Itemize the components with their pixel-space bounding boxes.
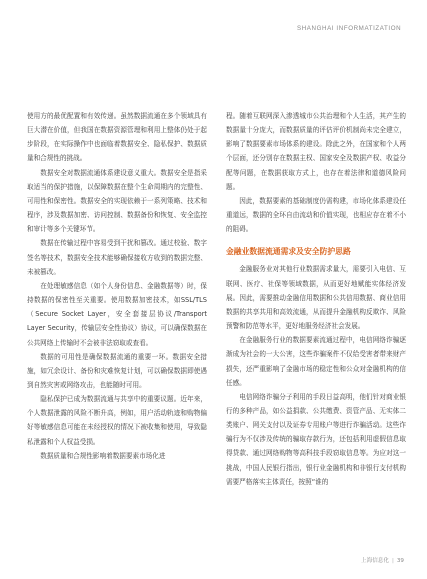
page-footer [361, 556, 404, 564]
body-paragraph: 电信网络诈骗分子利用的手段日益高明，他们针对商业银行的多种产品，如公益捐款、公共缴费、资管产品、无实体二类账户、网关支付以及证券专用账户等进行诈骗活动。这些诈骗行为不仅涉及传统的骗取存款行为，还包括利用虚假信息取得贷款、通过网络购物等高科技手段窃取信息等。为应对这一挑战，中国人民银行指出，银行业金融机构和非银行支付机构需要严格落实主体责任，按照“谁的 [226, 392, 406, 486]
masthead: SHANGHAI INFORMATIZATION [297, 25, 402, 32]
body-paragraph: 因此，数据要素的基础制度仍需构建，市场化体系建设任重道远，数据的全环自由流动和价值实现，也相应存在着不小的阻碍。 [226, 196, 406, 234]
body-paragraph: 数据的可用性是确保数据流通的重要一环。数据安全措施，如冗余设计、备份和灾难恢复计划，可以确保数据即使遇到自然灾害或网络攻击，也能随时可用。 [27, 352, 207, 389]
section-heading: 金融业数据流通需求及安全防护思路 [226, 247, 351, 257]
body-paragraph: 在处理敏感信息（如个人身份信息、金融数据等）时，保持数据的保密性至关重要。使用数据加密技术，如SSL/TLS（Secure Socket Layer，安全套接层协议/Transport Layer Security，传输层安全性协议）协议，可以确保数据在公共网络上传输时不会被非法窃取或查看。 [27, 281, 207, 347]
body-paragraph: 数据质量和合规性影响着数据要素市场化进 [40, 451, 166, 460]
footer-separator: | [391, 558, 394, 564]
right-column [226, 109, 406, 489]
body-paragraph: 在金融服务行业的数据要素流通过程中，电信网络诈骗逐渐成为社会的一大公害，这些诈骗案件不仅给受害者带来财产损失，还严重影响了金融市场的稳定性和公众对金融机构的信任感。 [226, 336, 406, 387]
body-paragraph: 程。随着互联网深入渗透城市公共治理和个人生活，其产生的数据量十分庞大，而数据质量的评估评价机制尚未完全建立，影响了数据要素市场体系的建设。除此之外，在国家和个人两个层面，还分别存在数据主权、国家安全及数据产权、收益分配等问题，在数据获取方式上，也存在着法律和道德风险问题。 [226, 112, 406, 191]
body-paragraph: 隐私保护已成为数据流通与共享中的重要议题。近年来，个人数据泄露的风险不断升高，例如，用户活动轨迹和购物偏好等敏感信息可能在未经授权的情况下被收集和使用，导致隐私泄露和个人权益受损。 [27, 395, 207, 446]
right-paragraphs-before [226, 109, 406, 236]
body-paragraph: 使用方的最优配置和有效传递。虽然数据流通在多个领域具有巨大潜在价值，但我国在数据资源管理和利用上整体仍处于起步阶段，在实际操作中也面临着数据安全、隐私保护、数据质量和合规性的挑战。 [27, 112, 207, 163]
page-number: 39 [396, 558, 404, 564]
body-paragraph: 金融服务业对其他行业数据需求量大，需要引入电信、互联网、医疗、社保等领域数据，从而更好地赋能实体经济发展。因此，需要推动金融信用数据和公共信用数据、商业信用数据的共享共用和高效流通，从而提升金融机构反欺诈、风险预警和防范等水平，更好地服务经济社会发展。 [226, 265, 406, 331]
left-column [27, 109, 207, 463]
body-paragraph: 数据安全对数据流通体系建设意义重大。数据安全是指采取适当的保护措施，以保障数据在整个生命周期内的完整性、可用性和保密性。数据安全的实现依赖于一系列策略、技术和程序，涉及数据加密、访问控制、数据备份和恢复、安全监控和审计等多个关键环节。 [27, 168, 207, 234]
right-paragraphs-after [226, 262, 406, 489]
footer-publication: 上海信息化 [361, 558, 389, 564]
body-paragraph: 数据在传输过程中容易受到干扰和篡改。通过校验、数字签名等技术，数据安全技术能够确保接收方收到的数据完整、未被篡改。 [27, 239, 207, 276]
